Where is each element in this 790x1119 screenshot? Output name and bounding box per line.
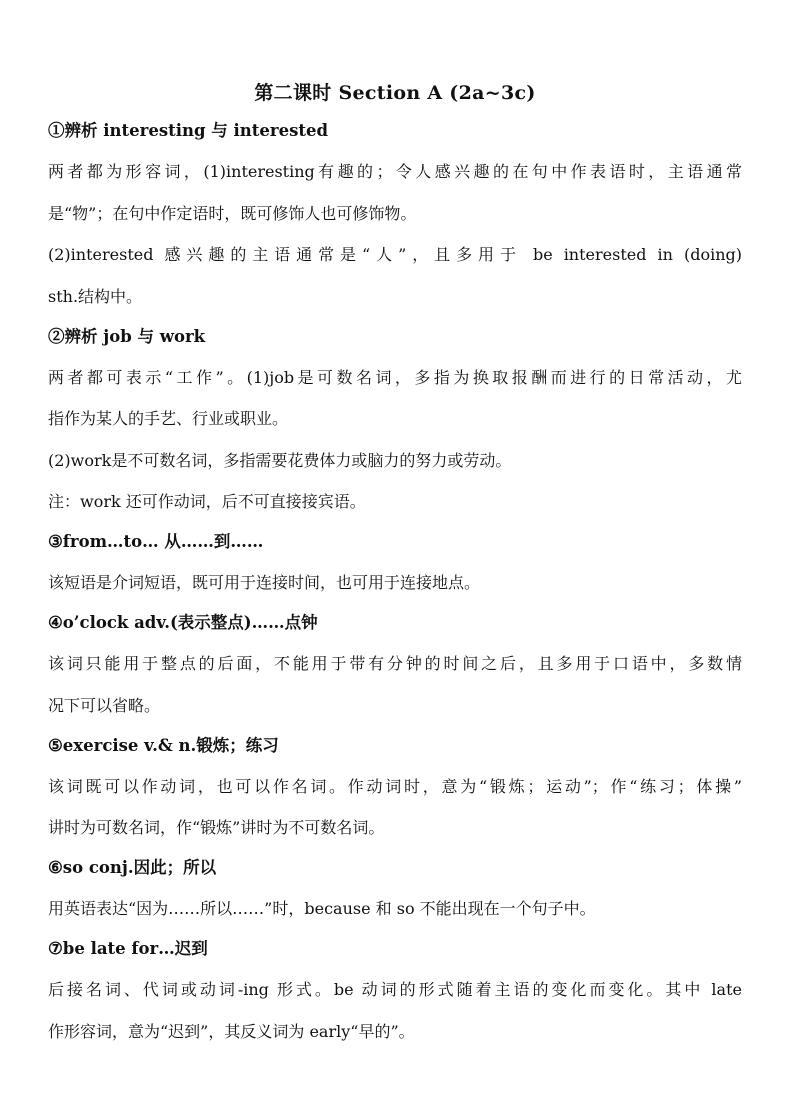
section-heading-4: ④o’clock adv.(表示整点)……点钟 [48,613,318,632]
document-title: 第二课时 Section A (2a~3c) [254,82,536,104]
body-line: (2)work是不可数名词，多指需要花费体力或脑力的努力或劳动。 [48,450,512,470]
section-heading-3: ③from…to… 从……到…… [48,532,264,551]
body-line: 该词只能用于整点的后面，不能用于带有分钟的时间之后，且多用于口语中，多数情 [48,654,742,673]
body-line: 注：work 还可作动词，后不可直接接宾语。 [48,492,366,511]
body-line: 用英语表达“因为……所以……”时，because 和 so 不能出现在一个句子中。 [48,899,596,918]
section-body-6 [48,898,742,919]
body-line: sth.结构中。 [48,286,143,306]
section-heading-7: ⑦be late for…迟到 [48,939,208,958]
body-line: 两者都可表示“工作”。(1)job是可数名词，多指为换取报酬而进行的日常活动，尤 [48,367,742,387]
section-body-1 [48,161,742,307]
section-heading-5: ⑤exercise v.& n.锻炼；练习 [48,735,279,755]
body-line: 该词既可以作动词，也可以作名词。作动词时，意为“锻炼；运动”；作“练习；体操” [48,776,742,796]
body-line: 作形容词，意为“迟到”，其反义词为 early“早的”。 [48,1021,415,1041]
section-body-2 [48,367,742,513]
body-line: 况下可以省略。 [48,695,161,715]
section-heading-1: ①辨析 interesting 与 interested [48,121,329,140]
section-body-4 [48,653,742,716]
section-body-5 [48,776,742,839]
body-line: 该短语是介词短语，既可用于连接时间，也可用于连接地点。 [48,573,481,592]
body-line: 是“物”；在句中作定语时，既可修饰人也可修饰物。 [48,203,417,223]
body-line: 讲时为可数名词，作“锻炼”讲时为不可数名词。 [48,818,385,837]
body-line: (2)interested 感兴趣的主语通常是“人”，且多用于 be interested in (doing) [48,245,742,264]
section-body-3 [48,572,742,593]
body-line: 指作为某人的手艺、行业或职业。 [48,409,289,428]
body-line: 两者都为形容词，(1)interesting有趣的；令人感兴趣的在句中作表语时，主语通常 [48,162,742,181]
section-body-7 [48,979,742,1042]
body-line: 后接名词、代词或动词-ing 形式。be 动词的形式随着主语的变化而变化。其中 late [48,980,742,999]
section-heading-6: ⑥so conj.因此；所以 [48,858,217,877]
section-heading-2: ②辨析 job 与 work [48,326,206,346]
